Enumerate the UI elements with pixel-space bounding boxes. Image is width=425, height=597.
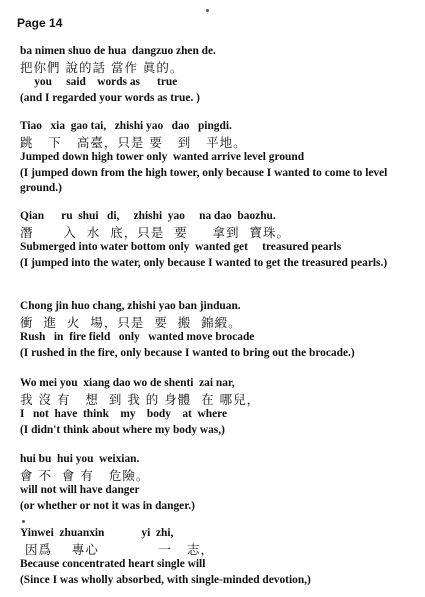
chinese-line: 會 不 會 有 危險。 xyxy=(20,467,150,483)
gloss-line: Jumped down high tower only wanted arrive level ground xyxy=(20,151,305,163)
gloss-line: Because concentrated heart single will xyxy=(20,558,206,570)
translation-line: (I didn't think about where my body was,) xyxy=(20,423,225,436)
translation-line: (and I regarded your words as true. ) xyxy=(20,91,200,104)
gloss-line: I not have think my body at where xyxy=(20,408,228,420)
translation-line: (I jumped into the water, only because I wanted to get the treasured pearls.) xyxy=(20,256,388,269)
translation-line: (Since I was wholly absorbed, with single-minded devotion,) xyxy=(20,573,311,586)
translation-line: (I jumped down from the high tower, only because I wanted to come to level ground.) xyxy=(20,166,388,194)
chinese-line: 我 沒 有 想 到 我 的 身體 在 哪兒， xyxy=(20,391,261,407)
stanza-2 xyxy=(20,119,420,197)
gloss-line: Submerged into water bottom only wanted get treasured pearls xyxy=(20,241,342,253)
stanza-4 xyxy=(20,299,420,361)
gloss-line: you said words as true xyxy=(20,76,178,88)
chinese-line: 衝 進 火 場，只是 要 搬 錦緞。 xyxy=(20,314,242,330)
chinese-line: 潛 入 水 底，只是 要 拿到 寶珠。 xyxy=(20,224,290,240)
chinese-line: 因爲 專心 一 志， xyxy=(20,541,214,557)
speck-mark xyxy=(206,9,209,12)
pinyin-line: ba nimen shuo de hua dangzuo zhen de. xyxy=(20,45,216,57)
gloss-line: will not will have danger xyxy=(20,484,140,496)
pinyin-line: hui bu hui you weixian. xyxy=(20,453,140,465)
translation-line: (I rushed in the fire, only because I wanted to bring out the brocade.) xyxy=(20,346,355,359)
pinyin-line: Yinwei zhuanxin yi zhi, xyxy=(20,527,174,539)
pinyin-line: Tiao xia gao tai, zhishi yao dao pingdi. xyxy=(20,120,232,132)
translation-line: (or whether or not it was in danger.) xyxy=(20,499,195,512)
gloss-line: Rush in fire field only wanted move brocade xyxy=(20,331,255,343)
pinyin-line: Wo mei you xiang dao wo de shenti zai nar, xyxy=(20,377,235,389)
stanza-5 xyxy=(20,376,420,438)
stanza-3 xyxy=(20,209,420,271)
stanza-7 xyxy=(20,526,420,588)
stanza-6 xyxy=(20,452,420,514)
pinyin-line: Qian ru shui di, zhishi yao na dao baozhu. xyxy=(20,210,276,222)
stanza-1 xyxy=(20,44,420,106)
page-number: Page 14 xyxy=(17,16,63,30)
chinese-line: 把你們 說的話 當作 眞的。 xyxy=(20,59,184,75)
speck-mark xyxy=(22,520,25,523)
chinese-line: 跳 下 高臺，只是 要 到 平地。 xyxy=(20,134,247,150)
pinyin-line: Chong jin huo chang, zhishi yao ban jinduan. xyxy=(20,300,241,312)
